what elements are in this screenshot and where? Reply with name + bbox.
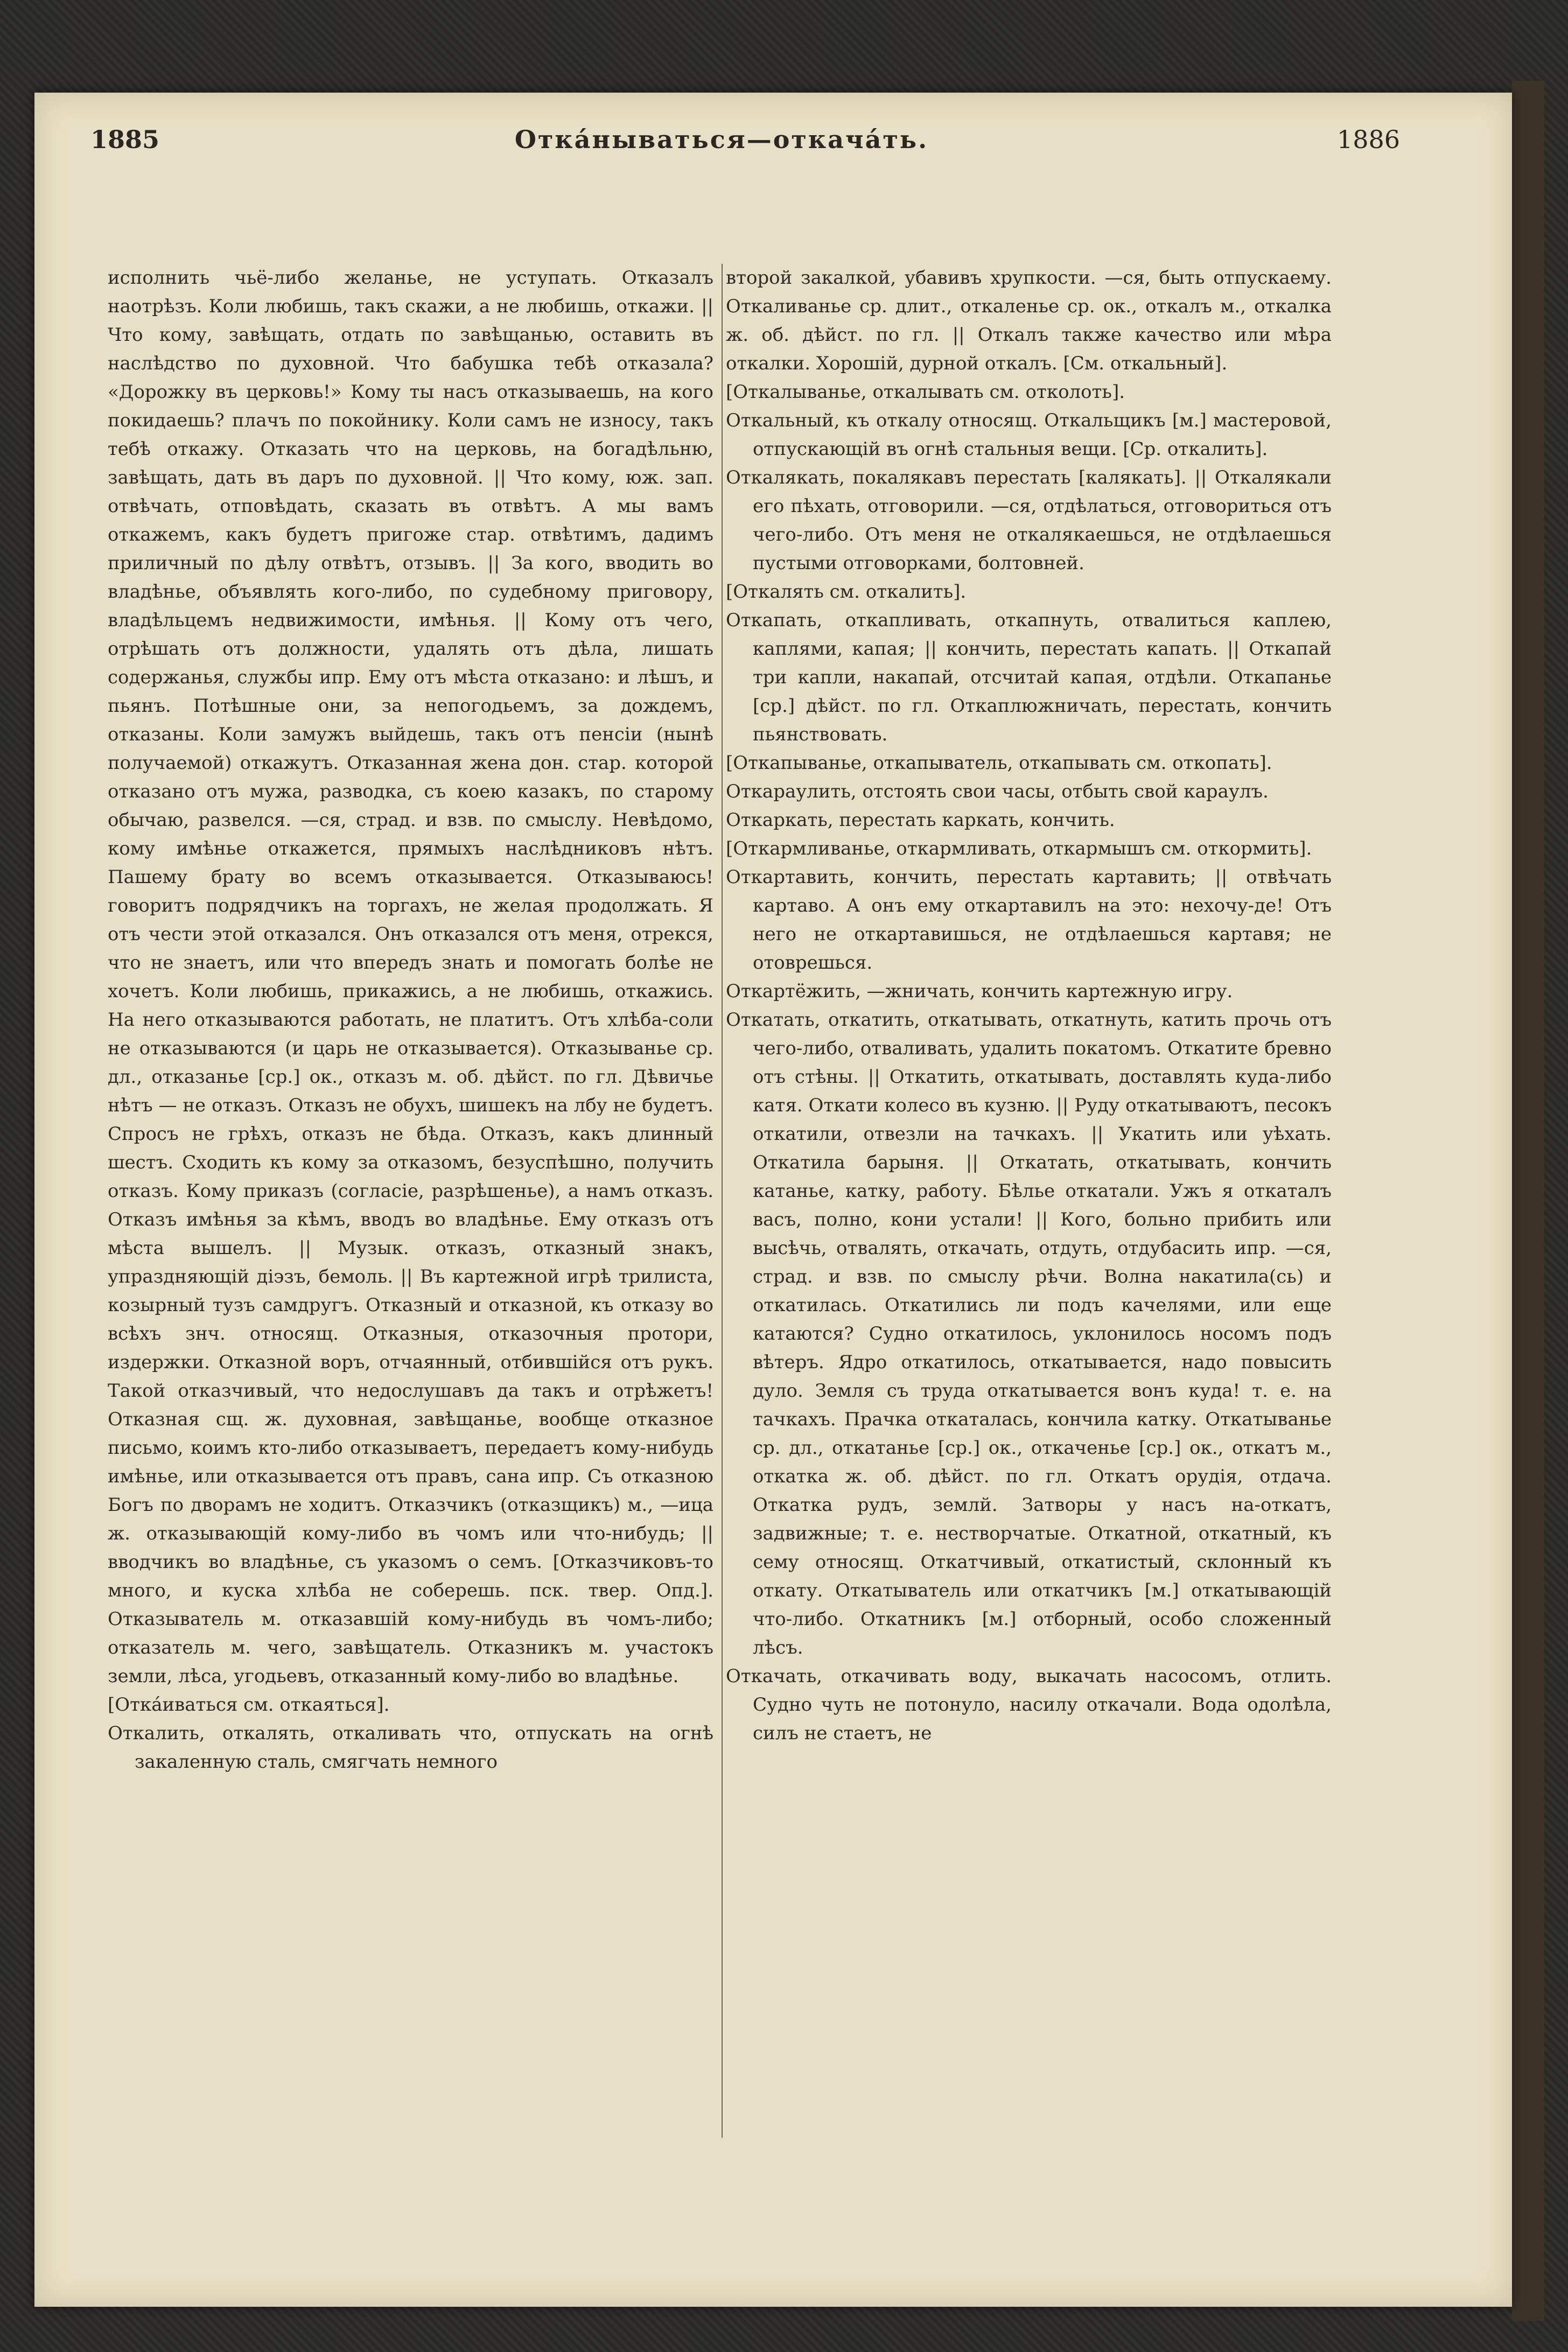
page-number-right: 1886	[1336, 125, 1400, 154]
right-entry-otkartezhit: Откартёжить, —жничать, кончить картежную игру.	[726, 981, 1233, 1002]
page-header	[43, 125, 1400, 168]
left-entry-otkalit: Откалить, откалять, откаливать что, отпускать на огнѣ закаленную сталь, смягчать немного	[108, 1723, 713, 1773]
right-entry-otkalny: Откальный, къ откалу относящ. Откальщикъ [м.] мастеровой, отпускающій въ огнѣ стальныя вещи. [Ср. откалить].	[726, 410, 1332, 460]
left-entry-continuation: исполнить чьё-либо желанье, не уступать. Отказалъ наотрѣзъ. Коли любишь, такъ скажи, а не любишь, откажи. || Что кому, завѣщать, отдать по завѣщанью, оставить въ наслѣдство по духовной. Что бабушка тебѣ отказала? «Дорожку въ церковь!» Кому ты насъ отказываешь, на кого покидаешь? плачъ по покойнику. Коли самъ не износу, такъ тебѣ откажу. Отказать что на церковь, на богадѣльню, завѣщать, дать въ даръ по духовной. || Что кому, юж. зап. отвѣчать, отповѣдать, сказать въ отвѣтъ. А мы вамъ откажемъ, какъ будетъ пригоже стар. отвѣтимъ, дадимъ приличный по дѣлу отвѣтъ, отзывъ. || За кого, вводить во владѣнье, объявлять кого-либо, по судебному приговору, владѣльцемъ недвижимости, имѣнья. || Кому отъ чего, отрѣшать отъ должности, удалять отъ дѣла, лишать содержанья, службы ипр. Ему отъ мѣста отказано: и лѣшъ, и пьянъ. Потѣшные они, за непогодьемъ, за дождемъ, отказаны. Коли замужъ выйдешь, такъ отъ пенсіи (нынѣ получаемой) откажутъ. Отказанная жена дон. стар. которой отказано отъ мужа, разводка, съ коею казакъ, по старому обычаю, развелся. —ся, страд. и взв. по смыслу. Невѣдомо, кому имѣнье откажется, прямыхъ наслѣдниковъ нѣтъ. Пашему брату во всемъ отказывается. Отказываюсь! говоритъ подрядчикъ на торгахъ, не желая продолжать. Я отъ чести этой отказался. Онъ отказался отъ меня, отрекся, что не знаетъ, или что впередъ знать и помогать болѣе не хочетъ. Коли любишь, прикажись, а не любишь, откажись. На него отказываются работать, не платитъ. Отъ хлѣба-соли не отказываются (и царь не отказывается). Отказыванье ср. дл., отказанье [ср.] ок., отказъ м. об. дѣйст. по гл. Дѣвичье нѣтъ — не отказъ. Отказъ не обухъ, шишекъ на лбу не будетъ. Спросъ не грѣхъ, отказъ не бѣда. Отказъ, какъ длинный шестъ. Сходить къ кому за отказомъ, безуспѣшно, получить отказъ. Кому приказъ (согласіе, разрѣшенье), а намъ отказъ. Отказъ имѣнья за кѣмъ, вводъ во владѣнье. Ему отказъ отъ мѣста вышелъ. || Музык. отказъ, отказный знакъ, упраздняющій діэзъ, бемоль. || Въ картежной игрѣ трилиста, козырный тузъ самдругъ. Отказный и отказной, къ отказу во всѣхъ знч. относящ. Отказныя, отказочныя протори, издержки. Отказной воръ, отчаянный, отбившійся отъ рукъ. Такой отказчивый, что недослушавъ да такъ и отрѣжетъ! Отказная сщ. ж. духовная, завѣщанье, вообще отказное письмо, коимъ кто-либо отказываетъ, передаетъ кому-нибудь имѣнье, или отказывается отъ правъ, сана ипр. Съ отказною Богъ по дворамъ не ходитъ. Отказчикъ (отказщикъ) м., —ица ж. отказывающій кому-либо въ чомъ или что-нибудь; || вводчикъ во владѣнье, съ указомъ о семъ. [Отказчиковъ-то много, и куска хлѣба не соберешь. пск. твер. Опд.]. Отказыватель м. отказавшій кому-нибудь въ чомъ-либо; отказатель м. чего, завѣщатель. Отказникъ м. участокъ земли, лѣса, угодьевъ, отказанный кому-либо во владѣнье.	[108, 267, 713, 1687]
right-column	[726, 264, 1332, 2159]
right-entry-continuation: второй закалкой, убавивъ хрупкости. —ся, быть отпускаему. Откаливанье ср. длит., откаленье ср. ок., откалъ м., откалка ж. об. дѣйст. по гл. || Откалъ также качество или мѣра откалки. Хорошій, дурной откалъ. [См. откальный].	[726, 267, 1332, 374]
right-entry-otkalyat: [Откалять см. откалить].	[726, 581, 967, 603]
right-entry-otkapat: Откапать, откапливать, откапнуть, отвалиться каплею, каплями, капая; || кончить, перестать капать. || Откапай три капли, накапай, отсчитай капая, отдѣли. Откапанье [ср.] дѣйст. по гл. Откаплюжничать, перестать, кончить пьянствовать.	[726, 610, 1332, 745]
right-entry-otkarkat: Откаркать, перестать каркать, кончить.	[726, 809, 1115, 831]
right-entry-otkatat: Откатать, откатить, откатывать, откатнуть, катить прочь отъ чего-либо, отваливать, удалить покатомъ. Откатите бревно отъ стѣны. || Откатить, откатывать, доставлять куда-либо катя. Откати колесо въ кузню. || Руду откатываютъ, песокъ откатили, отвезли на тачкахъ. || Укатить или уѣхать. Откатила барыня. || Откатать, откатывать, кончить катанье, катку, работу. Бѣлье откатали. Ужъ я откаталъ васъ, полно, кони устали! || Кого, больно прибить или высѣчь, отвалять, откачать, отдуть, отдубасить ипр. —ся, страд. и взв. по смыслу рѣчи. Волна накатила(сь) и откатилась. Откатились ли подъ качелями, или еще катаются? Судно откатилось, уклонилось носомъ подъ вѣтеръ. Ядро откатилось, откатывается, надо повысить дуло. Земля съ труда откатывается вонъ куда! т. е. на тачкахъ. Прачка откаталась, кончила катку. Откатыванье ср. дл., откатанье [ср.] ок., откаченье [ср.] ок., откатъ м., откатка ж. об. дѣйст. по гл. Откатъ орудія, отдача. Откатка рудъ, землй. Затворы у насъ на-откатъ, задвижные; т. е. нестворчатые. Откатной, откатный, къ сему относящ. Откатчивый, откатистый, склонный къ откату. Откатыватель или откатчикъ [м.] откатывающій что-либо. Откатникъ [м.] отборный, особо сложенный лѣсъ.	[726, 1009, 1332, 1658]
right-entry-otkartavit: Откартавить, кончить, перестать картавить; || отвѣчать картаво. А онъ ему откартавилъ на это: нехочу-де! Отъ него не откартавишься, не отдѣлаешься картавя; не отоврешься.	[726, 866, 1332, 974]
left-column	[108, 264, 713, 2159]
right-entry-otkaraulit: Откараулить, отстоять свои часы, отбыть свой караулъ.	[726, 781, 1269, 802]
right-entry-otkalyakat: Откалякать, покалякавъ перестать [калякать]. || Откалякали его пѣхать, отговорили. —ся, отдѣлаться, отговориться отъ чего-либо. Отъ меня не откалякаешься, не отдѣлаешься пустыми отговорками, болтовней.	[726, 467, 1332, 574]
column-divider	[722, 264, 723, 2138]
running-title: Откáнываться—откачáть.	[514, 125, 929, 154]
page-number-left: 1885	[90, 125, 160, 154]
right-entry-otkapyvanye: [Откапыванье, откапыватель, откапывать см. откопать].	[726, 752, 1272, 774]
right-entry-otkachat: Откачать, откачивать воду, выкачать насосомъ, отлить. Судно чуть не потонуло, насилу откачали. Вода одолѣла, силъ не стаетъ, не	[726, 1665, 1332, 1744]
right-entry-otkarmlivanye: [Откармливанье, откармливать, откармышъ см. откормить].	[726, 838, 1312, 859]
left-entry-otkaivatsya: [Откáиваться см. откаяться].	[108, 1694, 390, 1716]
right-entry-otkalyvanye: [Откалыванье, откалывать см. отколоть].	[726, 381, 1125, 403]
book-spine	[1512, 81, 1544, 2321]
